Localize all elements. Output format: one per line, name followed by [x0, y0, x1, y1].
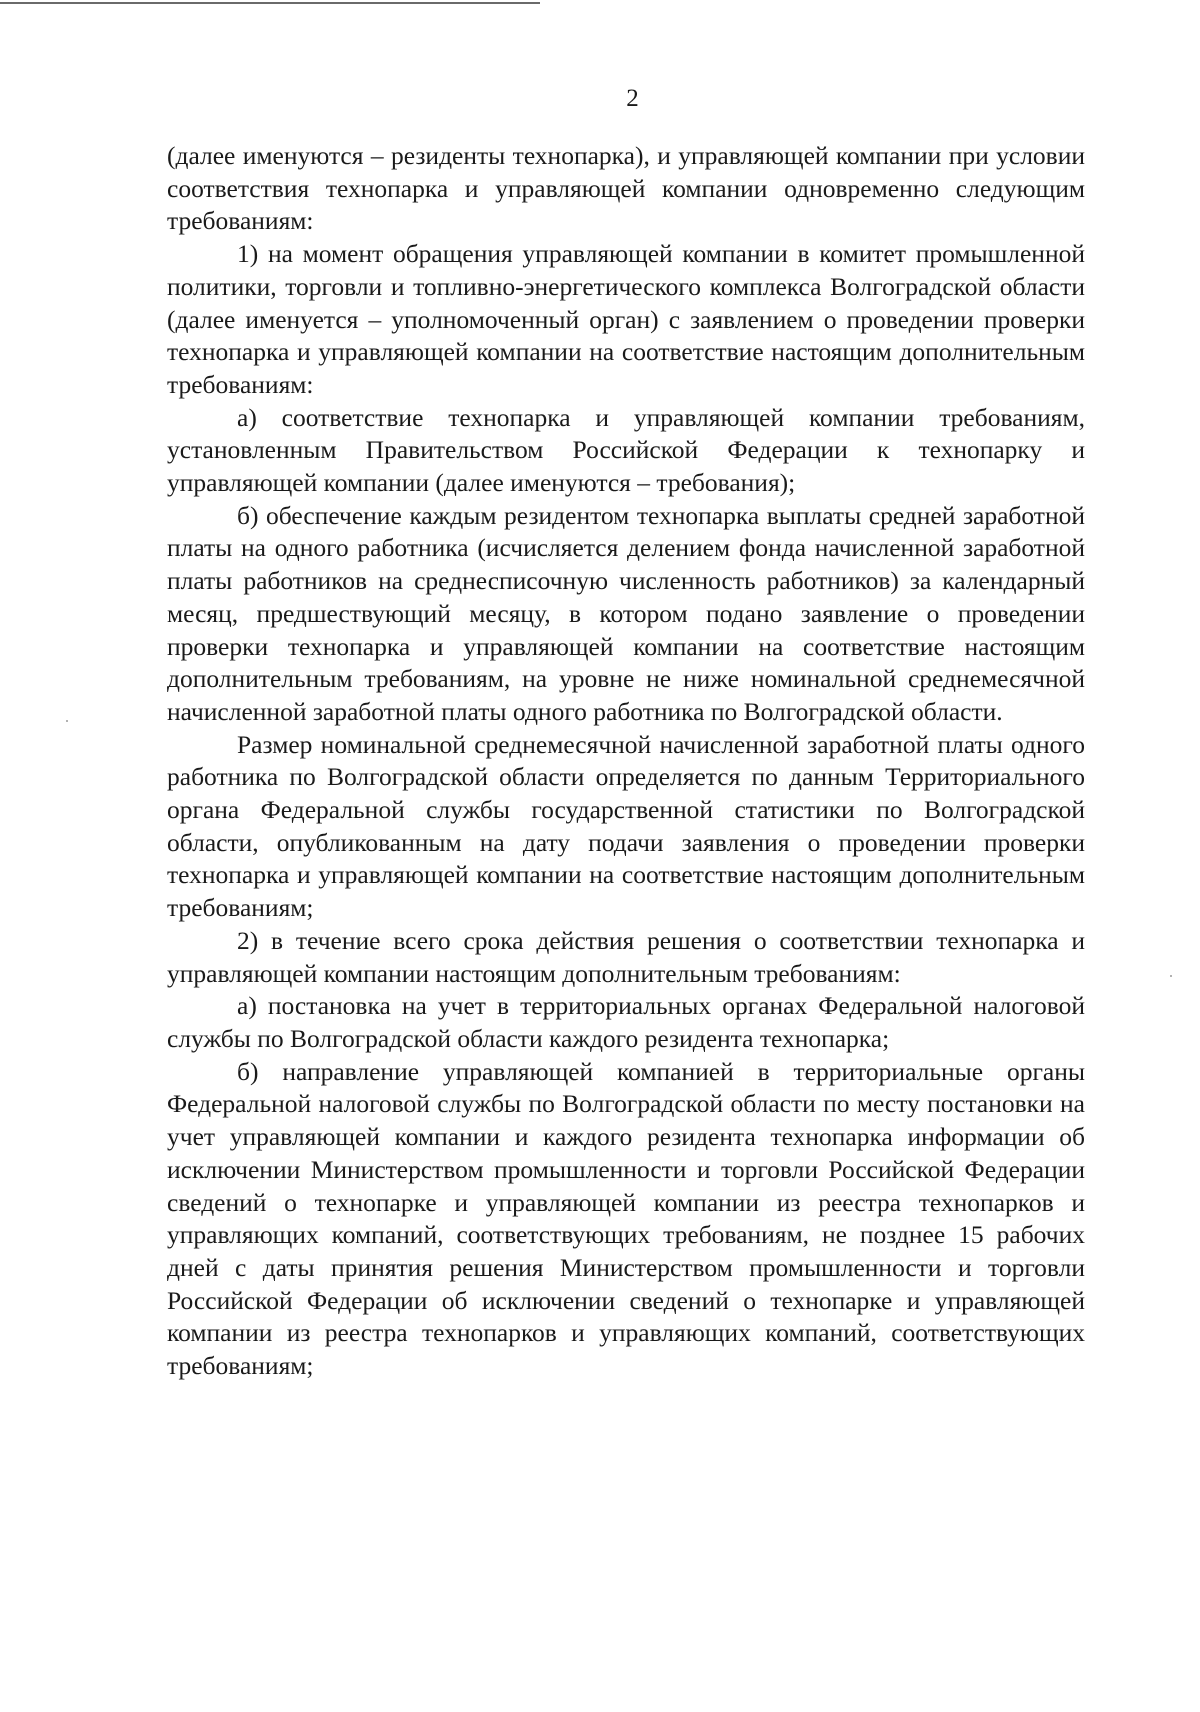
document-body: [167, 140, 1085, 1383]
scan-speck: [1170, 975, 1172, 977]
paragraph-item-1: 1) на момент обращения управляющей компании в комитет промышленной политики, торговли и топливно-энергетического комплекса Волгоградской области (далее именуется – уполномоченный орган) с заявлением о проведении проверки технопарка и управляющей компании на соответствие настоящим дополнительным требованиям:: [167, 239, 1085, 399]
paragraph-salary-note: Размер номинальной среднемесячной начисленной заработной платы одного работника по Волгоградской области определяется по данным Территориального органа Федеральной службы государственной статистики по Волгоградской области, опубликованным на дату подачи заявления о проведении проверки технопарка и управляющей компании на соответствие настоящим дополнительным требованиям;: [167, 729, 1085, 923]
scan-edge-line: [0, 2, 540, 4]
page-number: 2: [626, 85, 639, 112]
paragraph-item-2: 2) в течение всего срока действия решения о соответствии технопарка и управляющей компании настоящим дополнительным требованиям:: [167, 925, 1085, 988]
paragraph-item-1b: б) обеспечение каждым резидентом технопарка выплаты средней заработной платы на одного работника (исчисляется делением фонда начисленной заработной платы работников на среднесписочную численность работников) за календарный месяц, предшествующий месяцу, в котором подано заявление о проведении проверки технопарка и управляющей компании на соответствие настоящим дополнительным требованиям, на уровне не ниже номинальной среднемесячной начисленной заработной платы одного работника по Волгоградской области.: [167, 500, 1085, 726]
paragraph-item-1a: а) соответствие технопарка и управляющей компании требованиям, установленным Правительством Российской Федерации к технопарку и управляющей компании (далее именуются – требования);: [167, 402, 1085, 498]
paragraph-item-2a: а) постановка на учет в территориальных органах Федеральной налоговой службы по Волгоградской области каждого резидента технопарка;: [167, 991, 1085, 1053]
paragraph-continuation: (далее именуются – резиденты технопарка), и управляющей компании при условии соответствия технопарка и управляющей компании одновременно следующим требованиям:: [167, 141, 1085, 236]
paragraph-item-2b: б) направление управляющей компанией в территориальные органы Федеральной налоговой службы по Волгоградской области по месту постановки на учет управляющей компании и каждого резидента технопарка информации об исключении Министерством промышленности и торговли Российской Федерации сведений о технопарке и управляющей компании из реестра технопарков и управляющих компаний, соответствующих требованиям, не позднее 15 рабочих дней с даты принятия решения Министерством промышленности и торговли Российской Федерации об исключении сведений о технопарке и управляющей компании из реестра технопарков и управляющих компаний, соответствующих требованиям;: [167, 1056, 1085, 1381]
scan-speck: [66, 720, 68, 722]
